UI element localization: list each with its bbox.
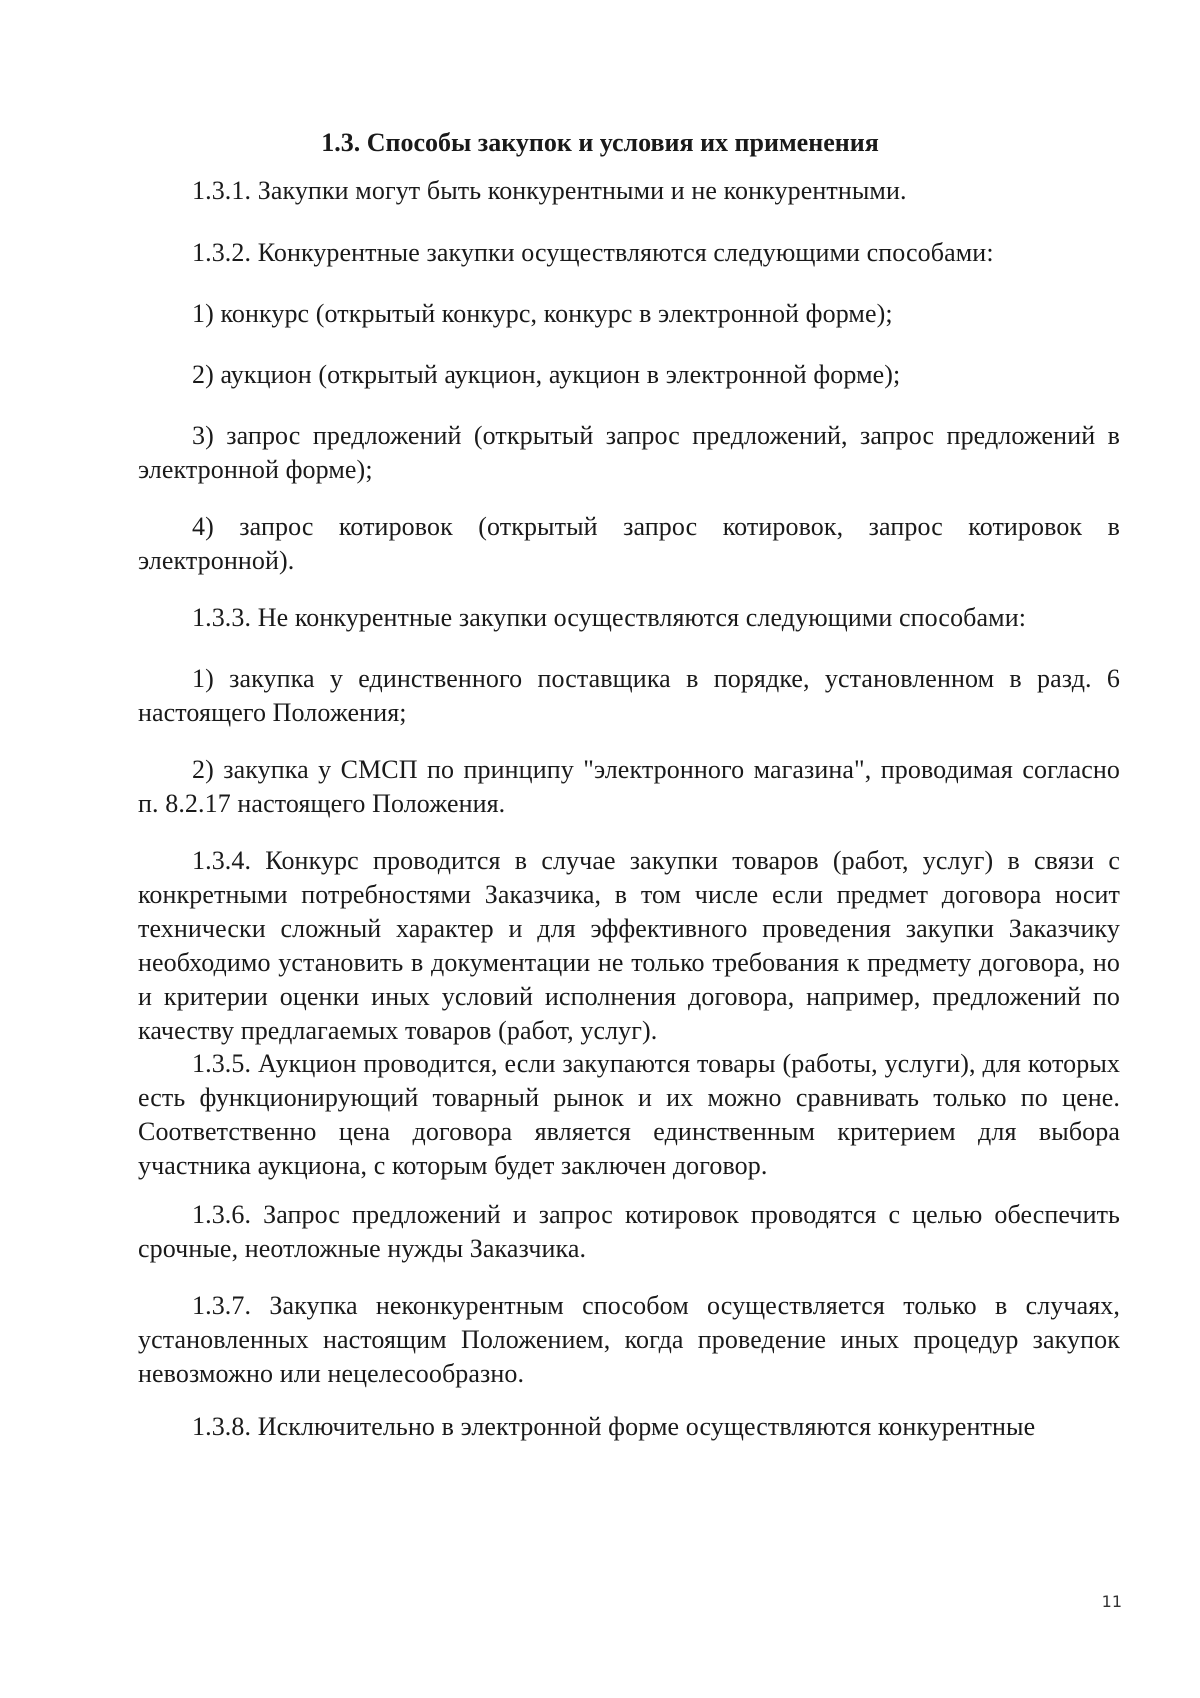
section-title: 1.3. Способы закупок и условия их применения bbox=[321, 128, 879, 157]
paragraph-1-3-8: 1.3.8. Исключительно в электронной форме осуществляются конкурентные bbox=[192, 1412, 1036, 1441]
page-number: 11 bbox=[1101, 1592, 1122, 1611]
paragraph-1-3-2: 1.3.2. Конкурентные закупки осуществляются следующими способами: bbox=[192, 238, 994, 267]
paragraph-1-3-3: 1.3.3. Не конкурентные закупки осуществляются следующими способами: bbox=[192, 603, 1027, 632]
list-item-konkurs: 1) конкурс (открытый конкурс, конкурс в электронной форме); bbox=[192, 299, 893, 328]
list-item-auktsion: 2) аукцион (открытый аукцион, аукцион в электронной форме); bbox=[192, 360, 901, 389]
list-item-elektronny-magazin: 2) закупка у СМСП по принципу "электронного магазина", проводимая согласно п. 8.2.17 настоящего Положения. bbox=[138, 755, 1120, 818]
list-item-edinstvenny-postavshchik: 1) закупка у единственного поставщика в порядке, установленном в разд. 6 настоящего Положения; bbox=[138, 664, 1120, 727]
list-item-zapros-predlozheniy: 3) запрос предложений (открытый запрос предложений, запрос предложений в электронной форме); bbox=[138, 421, 1120, 484]
list-item-zapros-kotirovok: 4) запрос котировок (открытый запрос котировок, запрос котировок в электронной). bbox=[138, 512, 1120, 575]
paragraph-1-3-7: 1.3.7. Закупка неконкурентным способом осуществляется только в случаях, установленных настоящим Положением, когда проведение иных процедур закупок невозможно или нецелесообразно. bbox=[138, 1291, 1120, 1388]
paragraph-1-3-6: 1.3.6. Запрос предложений и запрос котировок проводятся с целью обеспечить срочные, неотложные нужды Заказчика. bbox=[138, 1200, 1120, 1263]
paragraph-1-3-5: 1.3.5. Аукцион проводится, если закупаются товары (работы, услуги), для которых есть функционирующий товарный рынок и их можно сравнивать только по цене. Соответственно цена договора является единственным критерием для выбора участника аукциона, с которым будет заключен договор. bbox=[138, 1049, 1120, 1180]
paragraph-1-3-4: 1.3.4. Конкурс проводится в случае закупки товаров (работ, услуг) в связи с конкретными потребностями Заказчика, в том числе если предмет договора носит технически сложный характер и для эффективного проведения закупки Заказчику необходимо установить в документации не только требования к предмету договора, но и критерии оценки иных условий исполнения договора, например, предложений по качеству предлагаемых товаров (работ, услуг). bbox=[138, 846, 1120, 1045]
paragraph-1-3-1: 1.3.1. Закупки могут быть конкурентными и не конкурентными. bbox=[192, 176, 907, 205]
